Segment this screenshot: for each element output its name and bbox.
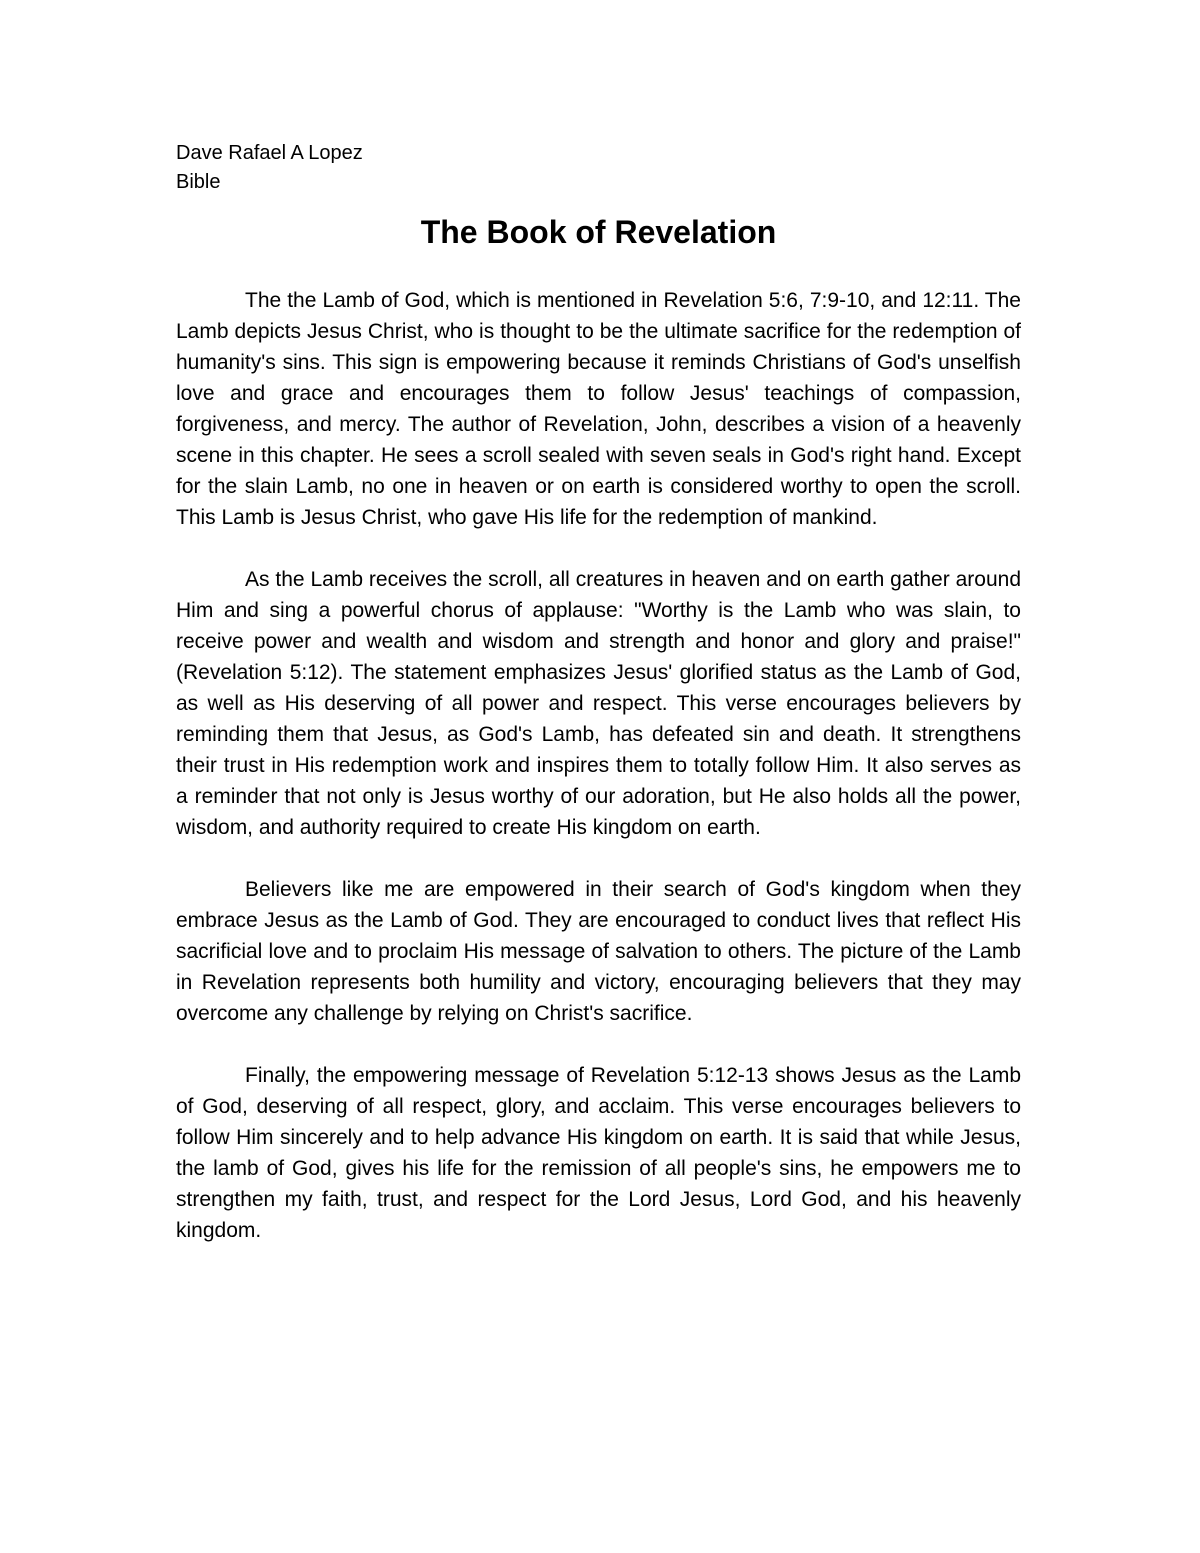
paragraph-1: The the Lamb of God, which is mentioned in Revelation 5:6, 7:9-10, and 12:11. The Lamb depicts Jesus Christ, who is thought to be the ultimate sacrifice for the redemption of humanity's sins. This sign is empowering because it reminds Christians of God's unselfish love and grace and encourages them to follow Jesus' teachings of compassion, forgiveness, and mercy. The author of Revelation, John, describes a vision of a heavenly scene in this chapter. He sees a scroll sealed with seven seals in God's right hand. Except for the slain Lamb, no one in heaven or on earth is considered worthy to open the scroll. This Lamb is Jesus Christ, who gave His life for the redemption of mankind. [176,289,1021,529]
paragraph-2: As the Lamb receives the scroll, all creatures in heaven and on earth gather around Him and sing a powerful chorus of applause: "Worthy is the Lamb who was slain, to receive power and wealth and wisdom and strength and honor and glory and praise!" (Revelation 5:12). The statement emphasizes Jesus' glorified status as the Lamb of God, as well as His deserving of all power and respect. This verse encourages believers by reminding them that Jesus, as God's Lamb, has defeated sin and death. It strengthens their trust in His redemption work and inspires them to totally follow Him. It also serves as a reminder that not only is Jesus worthy of our adoration, but He also holds all the power, wisdom, and authority required to create His kingdom on earth. [176,568,1021,839]
document-title: The Book of Revelation [420,214,777,250]
subject-line: Bible [176,171,221,193]
paragraph-3: Believers like me are empowered in their search of God's kingdom when they embrace Jesus as the Lamb of God. They are encouraged to conduct lives that reflect His sacrificial love and to proclaim His message of salvation to others. The picture of the Lamb in Revelation represents both humility and victory, encouraging believers that they may overcome any challenge by relying on Christ's sacrifice. [176,878,1021,1025]
author-name: Dave Rafael A Lopez [176,142,363,164]
paragraph-4: Finally, the empowering message of Revelation 5:12-13 shows Jesus as the Lamb of God, deserving of all respect, glory, and acclaim. This verse encourages believers to follow Him sincerely and to help advance His kingdom on earth. It is said that while Jesus, the lamb of God, gives his life for the remission of all people's sins, he empowers me to strengthen my faith, trust, and respect for the Lord Jesus, Lord God, and his heavenly kingdom. [176,1064,1021,1242]
document-body [176,139,1021,1246]
